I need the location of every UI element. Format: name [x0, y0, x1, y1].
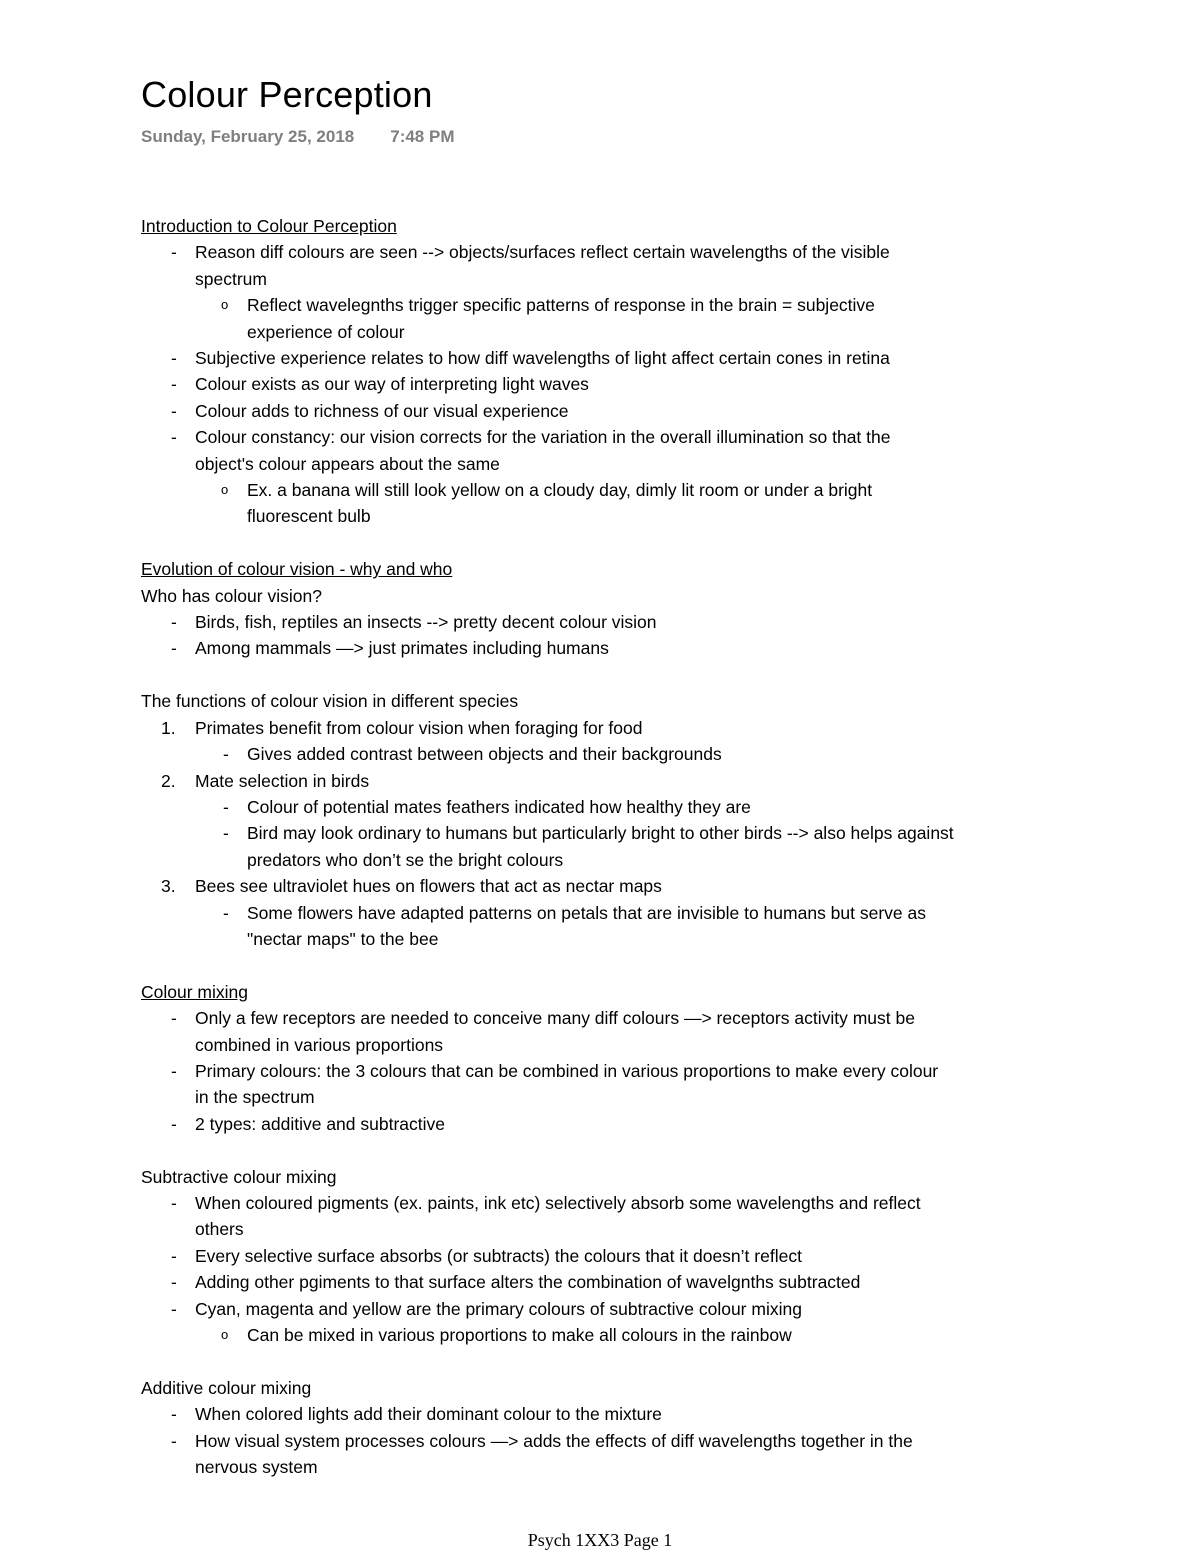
list-item: - Birds, fish, reptiles an insects --> pretty decent colour vision: [141, 609, 1071, 635]
list-item: - Among mammals —> just primates including humans: [141, 635, 1071, 661]
list-item: - When coloured pigments (ex. paints, ink etc) selectively absorb some wavelengths and reflect: [141, 1190, 1071, 1216]
number-marker: 3.: [161, 876, 176, 897]
list-item: - Adding other pgiments to that surface alters the combination of wavelgnths subtracted: [141, 1269, 1071, 1295]
section-heading-additive: Additive colour mixing: [141, 1377, 312, 1398]
list-item: - 2 types: additive and subtractive: [141, 1111, 1071, 1137]
list-item: - Only a few receptors are needed to conceive many diff colours —> receptors activity must be: [141, 1005, 1071, 1031]
numbered-item: 3. Bees see ultraviolet hues on flowers that act as nectar maps: [141, 873, 1071, 899]
dash-bullet: -: [223, 744, 229, 765]
sub-list-item-continuation: "nectar maps" to the bee: [247, 928, 439, 949]
dash-bullet: -: [171, 638, 177, 659]
sub-list-item-continuation: predators who don’t se the bright colours: [247, 849, 564, 870]
section-heading-subtractive: Subtractive colour mixing: [141, 1166, 337, 1187]
page-title: Colour Perception: [141, 74, 433, 115]
dash-bullet: -: [171, 348, 177, 369]
dash-bullet: -: [171, 1008, 177, 1029]
sub-list-item: - Gives added contrast between objects and their backgrounds: [141, 741, 1071, 767]
sub-list-item-continuation: fluorescent bulb: [247, 506, 371, 527]
dash-bullet: -: [171, 1272, 177, 1293]
list-item: - Every selective surface absorbs (or subtracts) the colours that it doesn’t reflect: [141, 1243, 1071, 1269]
list-item: - How visual system processes colours —> adds the effects of diff wavelengths together in the: [141, 1428, 1071, 1454]
list-item-continuation: spectrum: [195, 268, 267, 289]
sub-list-item: o Reflect wavelegnths trigger specific patterns of response in the brain = subjective: [141, 292, 1071, 318]
number-marker: 2.: [161, 770, 176, 791]
dash-bullet: -: [171, 1192, 177, 1213]
dash-bullet: -: [171, 1430, 177, 1451]
page-datetime: [141, 127, 454, 147]
dash-bullet: -: [223, 823, 229, 844]
number-marker: 1.: [161, 717, 176, 738]
sub-list-item: o Ex. a banana will still look yellow on a cloudy day, dimly lit room or under a bright: [141, 477, 1071, 503]
dash-bullet: -: [171, 612, 177, 633]
dash-bullet: -: [171, 1060, 177, 1081]
sub-list-item: - Colour of potential mates feathers indicated how healthy they are: [141, 794, 1071, 820]
circle-bullet: o: [221, 297, 229, 313]
section-heading-colour-mixing: Colour mixing: [141, 981, 248, 1002]
section-heading-functions: The functions of colour vision in different species: [141, 691, 519, 712]
note-body: [141, 213, 1071, 1480]
dash-bullet: -: [171, 1113, 177, 1134]
sub-list-item: o Can be mixed in various proportions to make all colours in the rainbow: [141, 1322, 1071, 1348]
list-item-continuation: in the spectrum: [195, 1087, 315, 1108]
page-time: 7:48 PM: [390, 127, 455, 146]
list-item: - When colored lights add their dominant colour to the mixture: [141, 1401, 1071, 1427]
page-date: Sunday, February 25, 2018: [141, 127, 355, 146]
list-item: - Reason diff colours are seen --> objects/surfaces reflect certain wavelengths of the visible: [141, 239, 1071, 265]
list-item: - Colour exists as our way of interpreting light waves: [141, 371, 1071, 397]
dash-bullet: -: [171, 242, 177, 263]
list-item-continuation: others: [195, 1219, 244, 1240]
list-item: - Colour constancy: our vision corrects for the variation in the overall illumination so that the: [141, 424, 1071, 450]
sub-list-item: - Some flowers have adapted patterns on petals that are invisible to humans but serve as: [141, 900, 1071, 926]
sub-list-item-continuation: experience of colour: [247, 321, 405, 342]
dash-bullet: -: [171, 400, 177, 421]
dash-bullet: -: [223, 902, 229, 923]
list-item: - Colour adds to richness of our visual experience: [141, 398, 1071, 424]
list-item-continuation: object's colour appears about the same: [195, 453, 500, 474]
dash-bullet: -: [171, 374, 177, 395]
list-item: - Subjective experience relates to how diff wavelengths of light affect certain cones in retina: [141, 345, 1071, 371]
dash-bullet: -: [171, 1245, 177, 1266]
section-heading-introduction: Introduction to Colour Perception: [141, 216, 397, 236]
dash-bullet: -: [171, 427, 177, 448]
dash-bullet: -: [171, 1404, 177, 1425]
numbered-item: 2. Mate selection in birds: [141, 768, 1071, 794]
dash-bullet: -: [171, 1298, 177, 1319]
list-item-continuation: nervous system: [195, 1457, 318, 1478]
subheading: Who has colour vision?: [141, 585, 322, 606]
page-footer: Psych 1XX3 Page 1: [527, 1530, 673, 1550]
section-heading-evolution: Evolution of colour vision - why and who: [141, 559, 453, 580]
list-item: - Cyan, magenta and yellow are the primary colours of subtractive colour mixing: [141, 1296, 1071, 1322]
circle-bullet: o: [221, 482, 229, 498]
sub-list-item: - Bird may look ordinary to humans but particularly bright to other birds --> also helps against: [141, 820, 1071, 846]
list-item: - Primary colours: the 3 colours that can be combined in various proportions to make every colour: [141, 1058, 1071, 1084]
numbered-item: 1. Primates benefit from colour vision when foraging for food: [141, 715, 1071, 741]
circle-bullet: o: [221, 1327, 229, 1342]
dash-bullet: -: [223, 796, 229, 817]
list-item-continuation: combined in various proportions: [195, 1034, 444, 1055]
